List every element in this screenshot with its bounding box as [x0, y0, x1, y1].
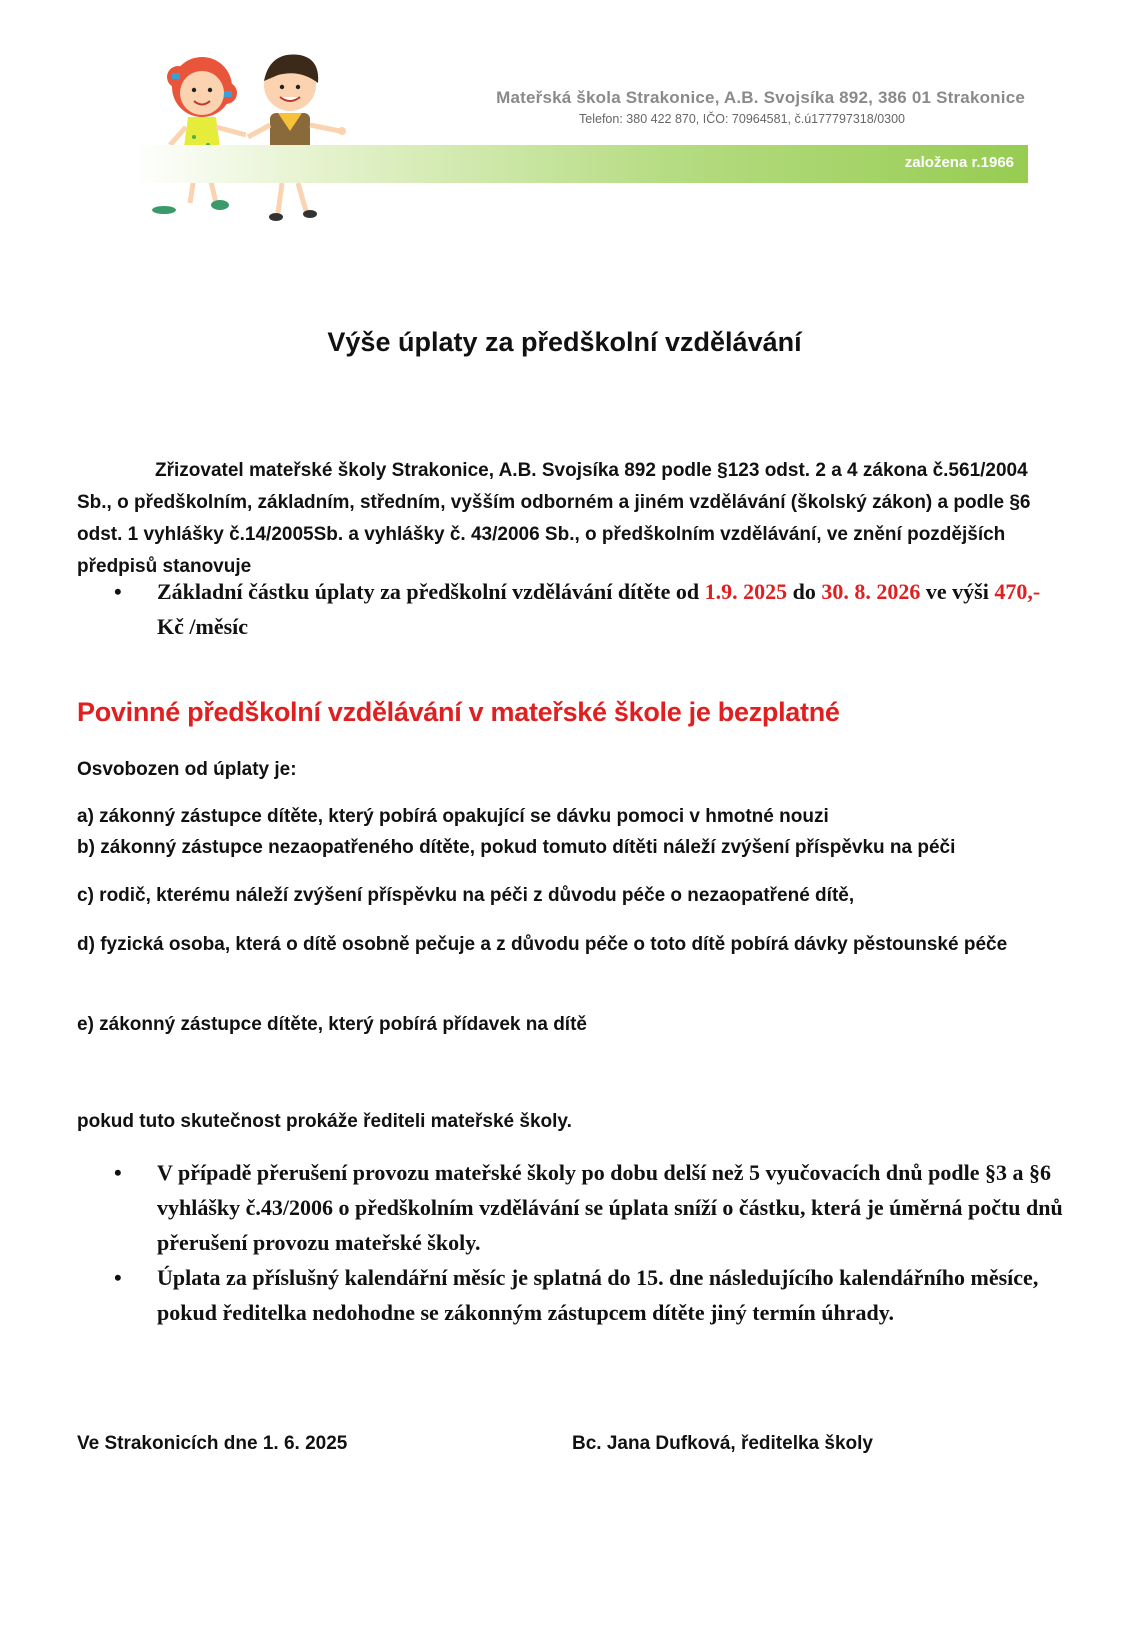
- exempt-item-c: c) rodič, kterému náleží zvýšení příspěvku na péči z důvodu péče o nezaopatřené dítě,: [77, 885, 855, 906]
- exempt-item-b: b) zákonný zástupce nezaopatřeného dítěte, pokud tomuto dítěti náleží zvýšení příspěvku na péči: [77, 837, 956, 858]
- fee-item: [77, 574, 1067, 644]
- exempt-item-e: e) zákonný zástupce dítěte, který pobírá přídavek na dítě: [77, 1014, 587, 1035]
- children-logo-icon: [150, 45, 360, 235]
- fee-amount: 470,-: [994, 579, 1041, 604]
- school-name: Mateřská škola Strakonice, A.B. Svojsíka 892, 386 01 Strakonice: [496, 88, 1025, 107]
- founded-year: založena r.1966: [904, 154, 1014, 171]
- fee-text: do: [787, 579, 822, 604]
- free-education-heading: Povinné předškolní vzdělávání v mateřské škole je bezplatné: [77, 697, 840, 727]
- intro-paragraph: Zřizovatel mateřské školy Strakonice, A.B. Svojsíka 892 podle §123 odst. 2 a 4 zákona č.561/2004 Sb., o předškolním, základním, středním, vyšším odborném a jiném vzdělávání (školský zákon) a podle §6 odst. 1 vyhlášky č.14/2005Sb. a vyhlášky č. 43/2006 Sb., o předškolním vzdělávání, ve znění pozdějších předpisů stanovuje: [77, 460, 1031, 577]
- exempt-item-a: a) zákonný zástupce dítěte, který pobírá opakující se dávku pomoci v hmotné nouzi: [77, 806, 829, 827]
- place-date: Ve Strakonicích dne 1. 6. 2025: [77, 1433, 348, 1454]
- exempt-title: Osvobozen od úplaty je:: [77, 759, 297, 780]
- fee-text: ve výši: [920, 579, 995, 604]
- document-title: Výše úplaty za předškolní vzdělávání: [327, 327, 802, 357]
- exempt-condition: pokud tuto skutečnost prokáže řediteli mateřské školy.: [77, 1111, 572, 1132]
- bullet-icon: •: [114, 1160, 122, 1185]
- rule-item: [77, 1260, 1067, 1330]
- rule-item: [77, 1155, 1067, 1260]
- rule-text: Úplata za příslušný kalendářní měsíc je splatná do 15. dne následujícího kalendářního měsíce, pokud ředitelka nedohodne se zákonným zástupcem dítěte jiný termín úhrady.: [157, 1265, 1039, 1325]
- signature: Bc. Jana Dufková, ředitelka školy: [572, 1433, 873, 1454]
- rules-list: [77, 1155, 1067, 1330]
- fee-text: Kč /měsíc: [157, 614, 249, 639]
- letterhead: [0, 0, 1129, 240]
- fee-date-to: 30. 8. 2026: [821, 579, 921, 604]
- fee-list: [77, 574, 1067, 644]
- green-banner: [132, 145, 1028, 183]
- bullet-icon: •: [114, 579, 122, 604]
- bullet-icon: •: [114, 1265, 122, 1290]
- fee-text: Základní částku úplaty za předškolní vzdělávání dítěte od: [157, 579, 705, 604]
- rule-text: V případě přerušení provozu mateřské školy po dobu delší než 5 vyučovacích dnů podle §3 a §6 vyhlášky č.43/2006 o předškolním vzdělávání se úplata sníží o částku, která je úměrná počtu dnů přerušení provozu mateřské školy.: [157, 1160, 1063, 1255]
- school-contact: Telefon: 380 422 870, IČO: 70964581, č.ú177797318/0300: [579, 112, 905, 126]
- exempt-item-d: d) fyzická osoba, která o dítě osobně pečuje a z důvodu péče o toto dítě pobírá dávky pěstounské péče: [77, 934, 1008, 955]
- fee-date-from: 1.9. 2025: [704, 579, 788, 604]
